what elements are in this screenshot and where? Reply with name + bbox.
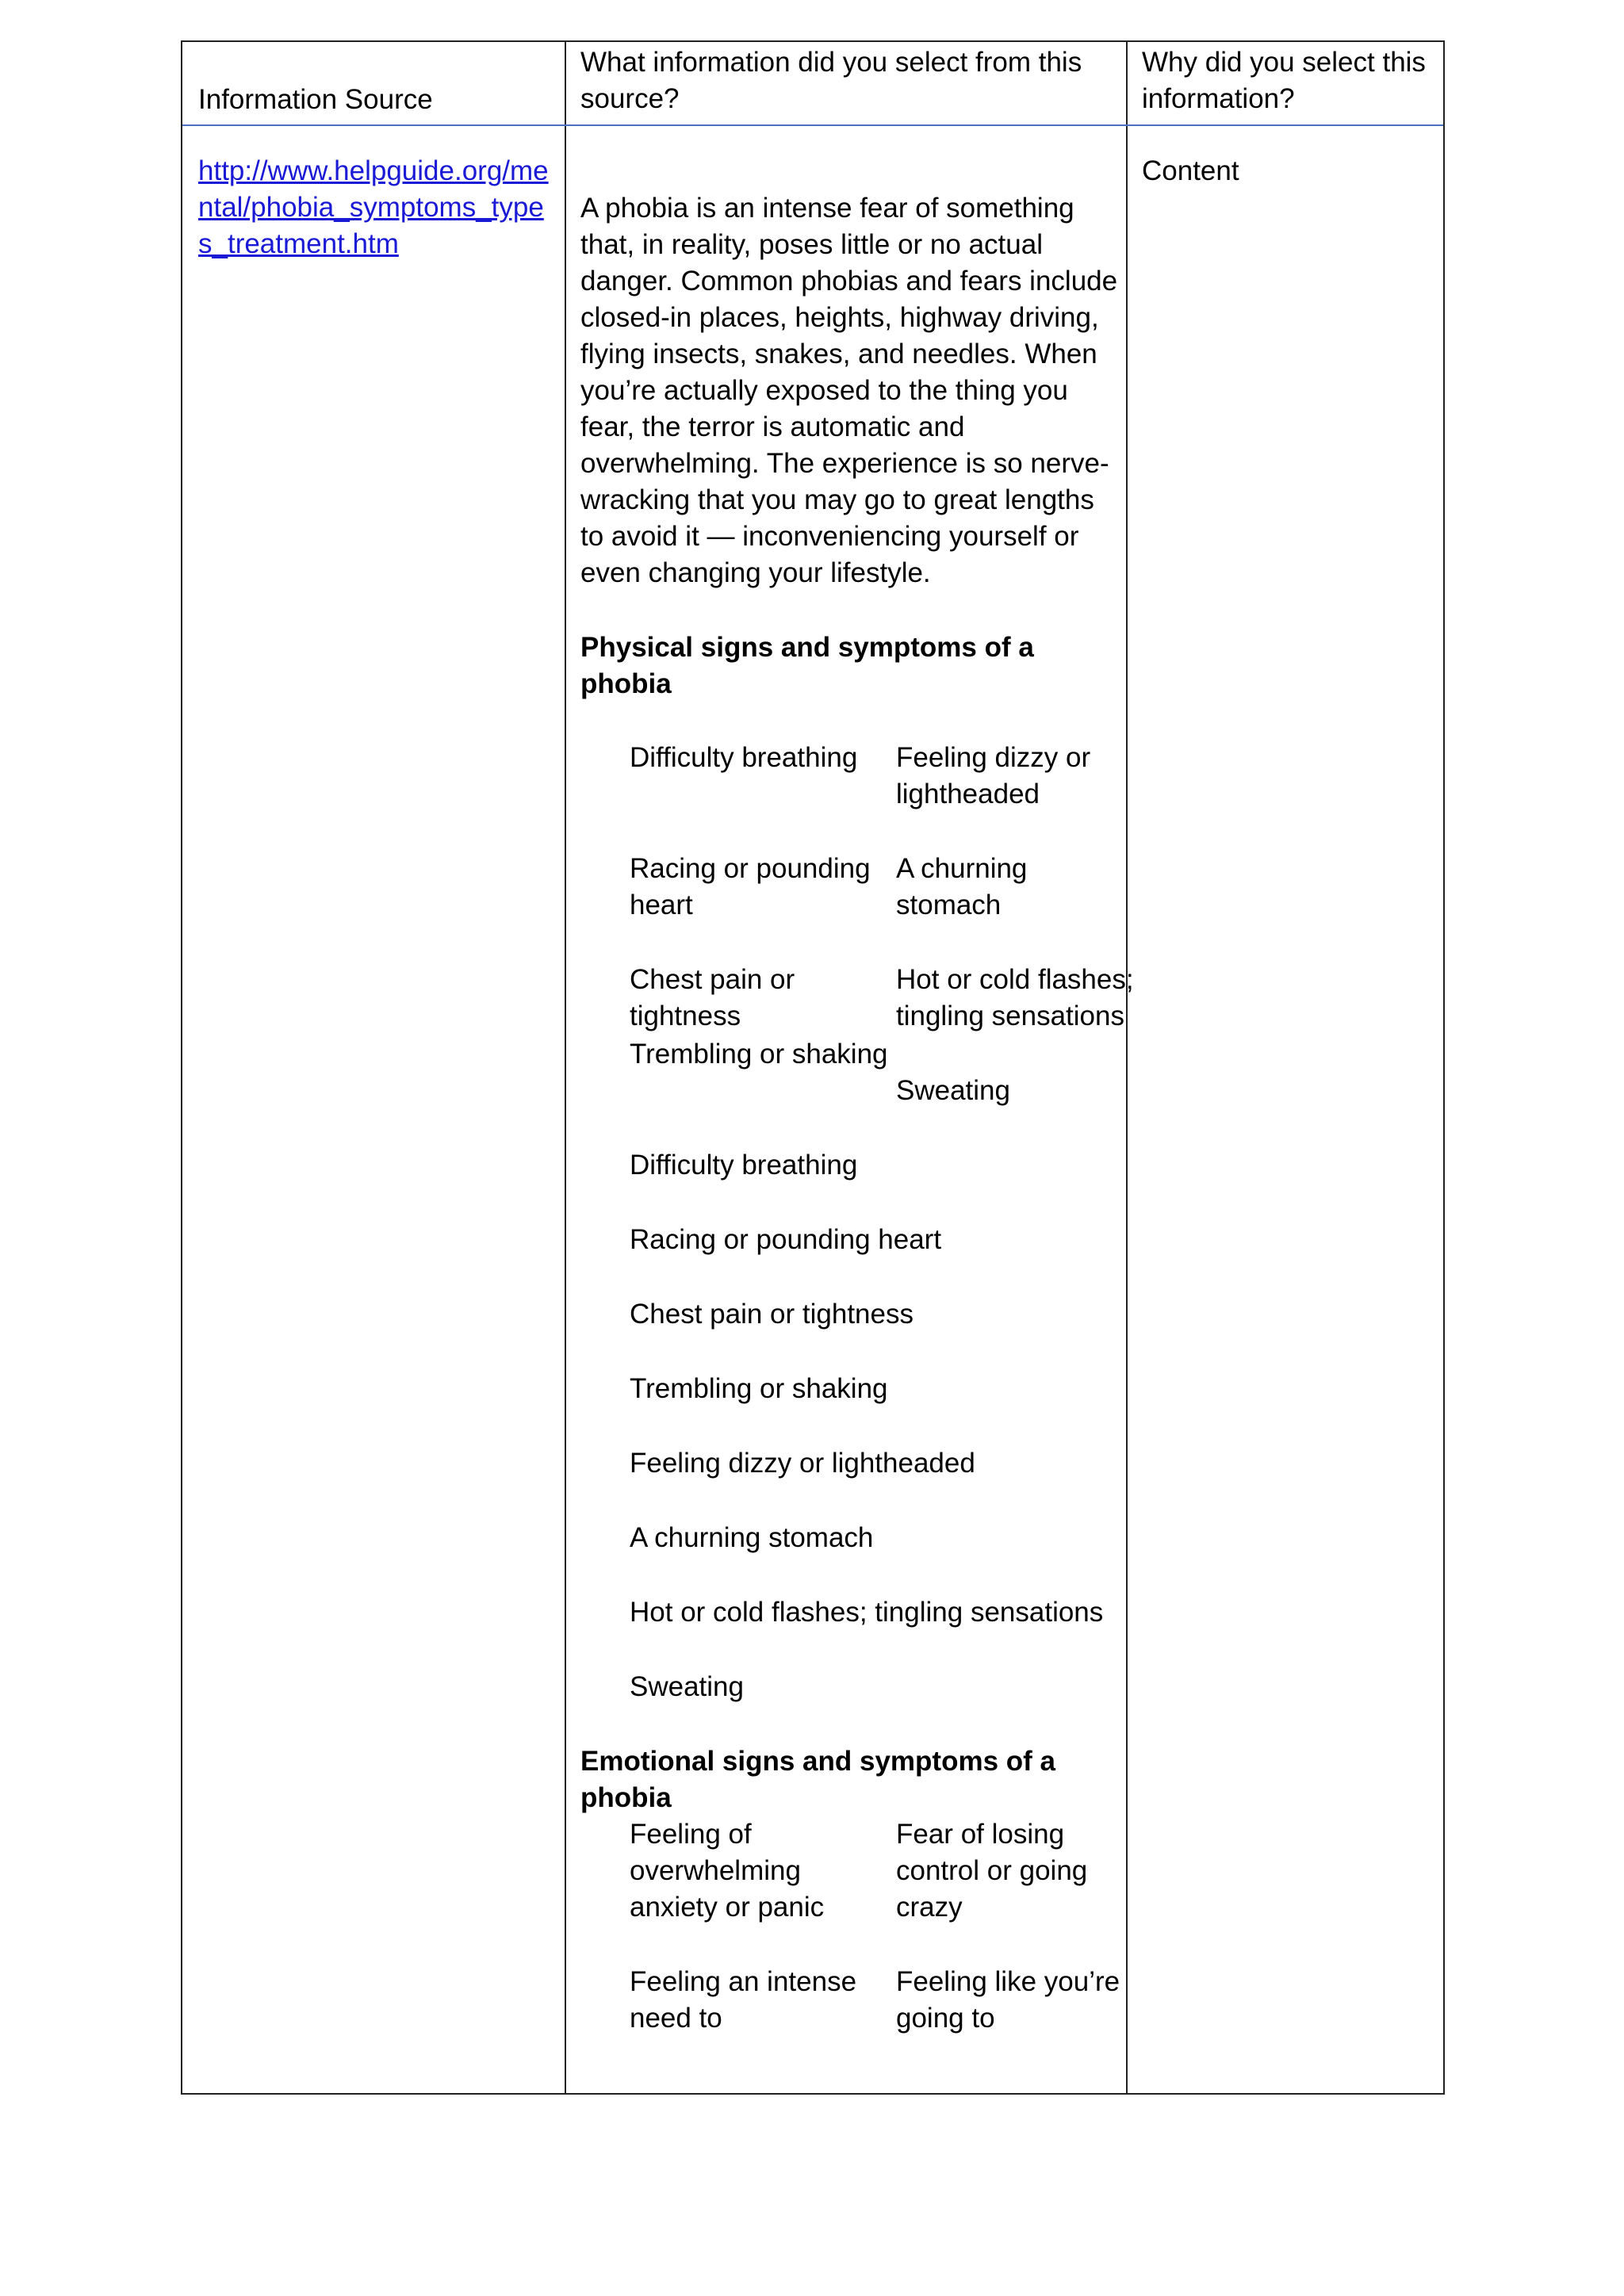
research-table [181, 40, 1445, 2095]
header-information-source: Information Source [198, 84, 433, 115]
grid-item: Fear of losing control or going crazy [896, 1819, 1088, 1923]
header-information-selected: What information did you select from this source? [580, 47, 1082, 114]
grid-item: Chest pain or tightness [630, 964, 795, 1031]
grid-item: A churning stomach [896, 853, 1028, 920]
grid-item: Feeling an intense need to [630, 1966, 857, 2034]
physical-symptoms-heading: Physical signs and symptoms of a phobia [580, 632, 1034, 699]
list-item: Chest pain or tightness [630, 1299, 914, 1330]
list-item: Trembling or shaking [630, 1373, 888, 1404]
grid-item: Feeling dizzy or lightheaded [896, 742, 1091, 809]
grid-item: Sweating [896, 1075, 1010, 1106]
emotional-symptoms-heading: Emotional signs and symptoms of a phobia [580, 1746, 1055, 1813]
intro-paragraph: A phobia is an intense fear of something that, in reality, poses little or no actual danger. Common phobias and fears include closed-in places, heights, highway driving, flying insects, snakes, and needles. When you’re actually exposed to the thing you fear, the terror is automatic and overwhelming. The experience is so nerve-wracking that you may go to great lengths to avoid it — inconveniencing yourself or even changing your lifestyle. [580, 193, 1118, 588]
why-text: Content [1142, 155, 1239, 186]
list-item: A churning stomach [630, 1522, 874, 1553]
list-item: Racing or pounding heart [630, 1224, 942, 1255]
selected-information [580, 190, 1134, 2075]
emotional-symptoms-grid [630, 1816, 1120, 2075]
list-item: Feeling dizzy or lightheaded [630, 1448, 975, 1479]
header-why-selected: Why did you select this information? [1142, 47, 1426, 114]
list-item: Difficulty breathing [630, 1150, 858, 1181]
grid-item: Trembling or shaking [630, 1039, 888, 1070]
grid-item: Racing or pounding heart [630, 853, 871, 920]
grid-item: Hot or cold flashes; tingling sensations [896, 964, 1134, 1031]
column-divider [565, 42, 566, 2093]
list-item: Hot or cold flashes; tingling sensations [630, 1597, 1104, 1628]
list-item: Sweating [630, 1671, 744, 1702]
grid-item: Feeling of overwhelming anxiety or panic [630, 1819, 825, 1923]
grid-item: Feeling like you’re going to [896, 1966, 1120, 2034]
source-link[interactable]: http://www.helpguide.org/mental/phobia_symptoms_types_treatment.htm [198, 155, 549, 259]
physical-symptoms-list [630, 1147, 1120, 1743]
header-divider [182, 124, 1443, 126]
physical-symptoms-grid [630, 740, 1134, 1147]
grid-item: Difficulty breathing [630, 742, 858, 773]
